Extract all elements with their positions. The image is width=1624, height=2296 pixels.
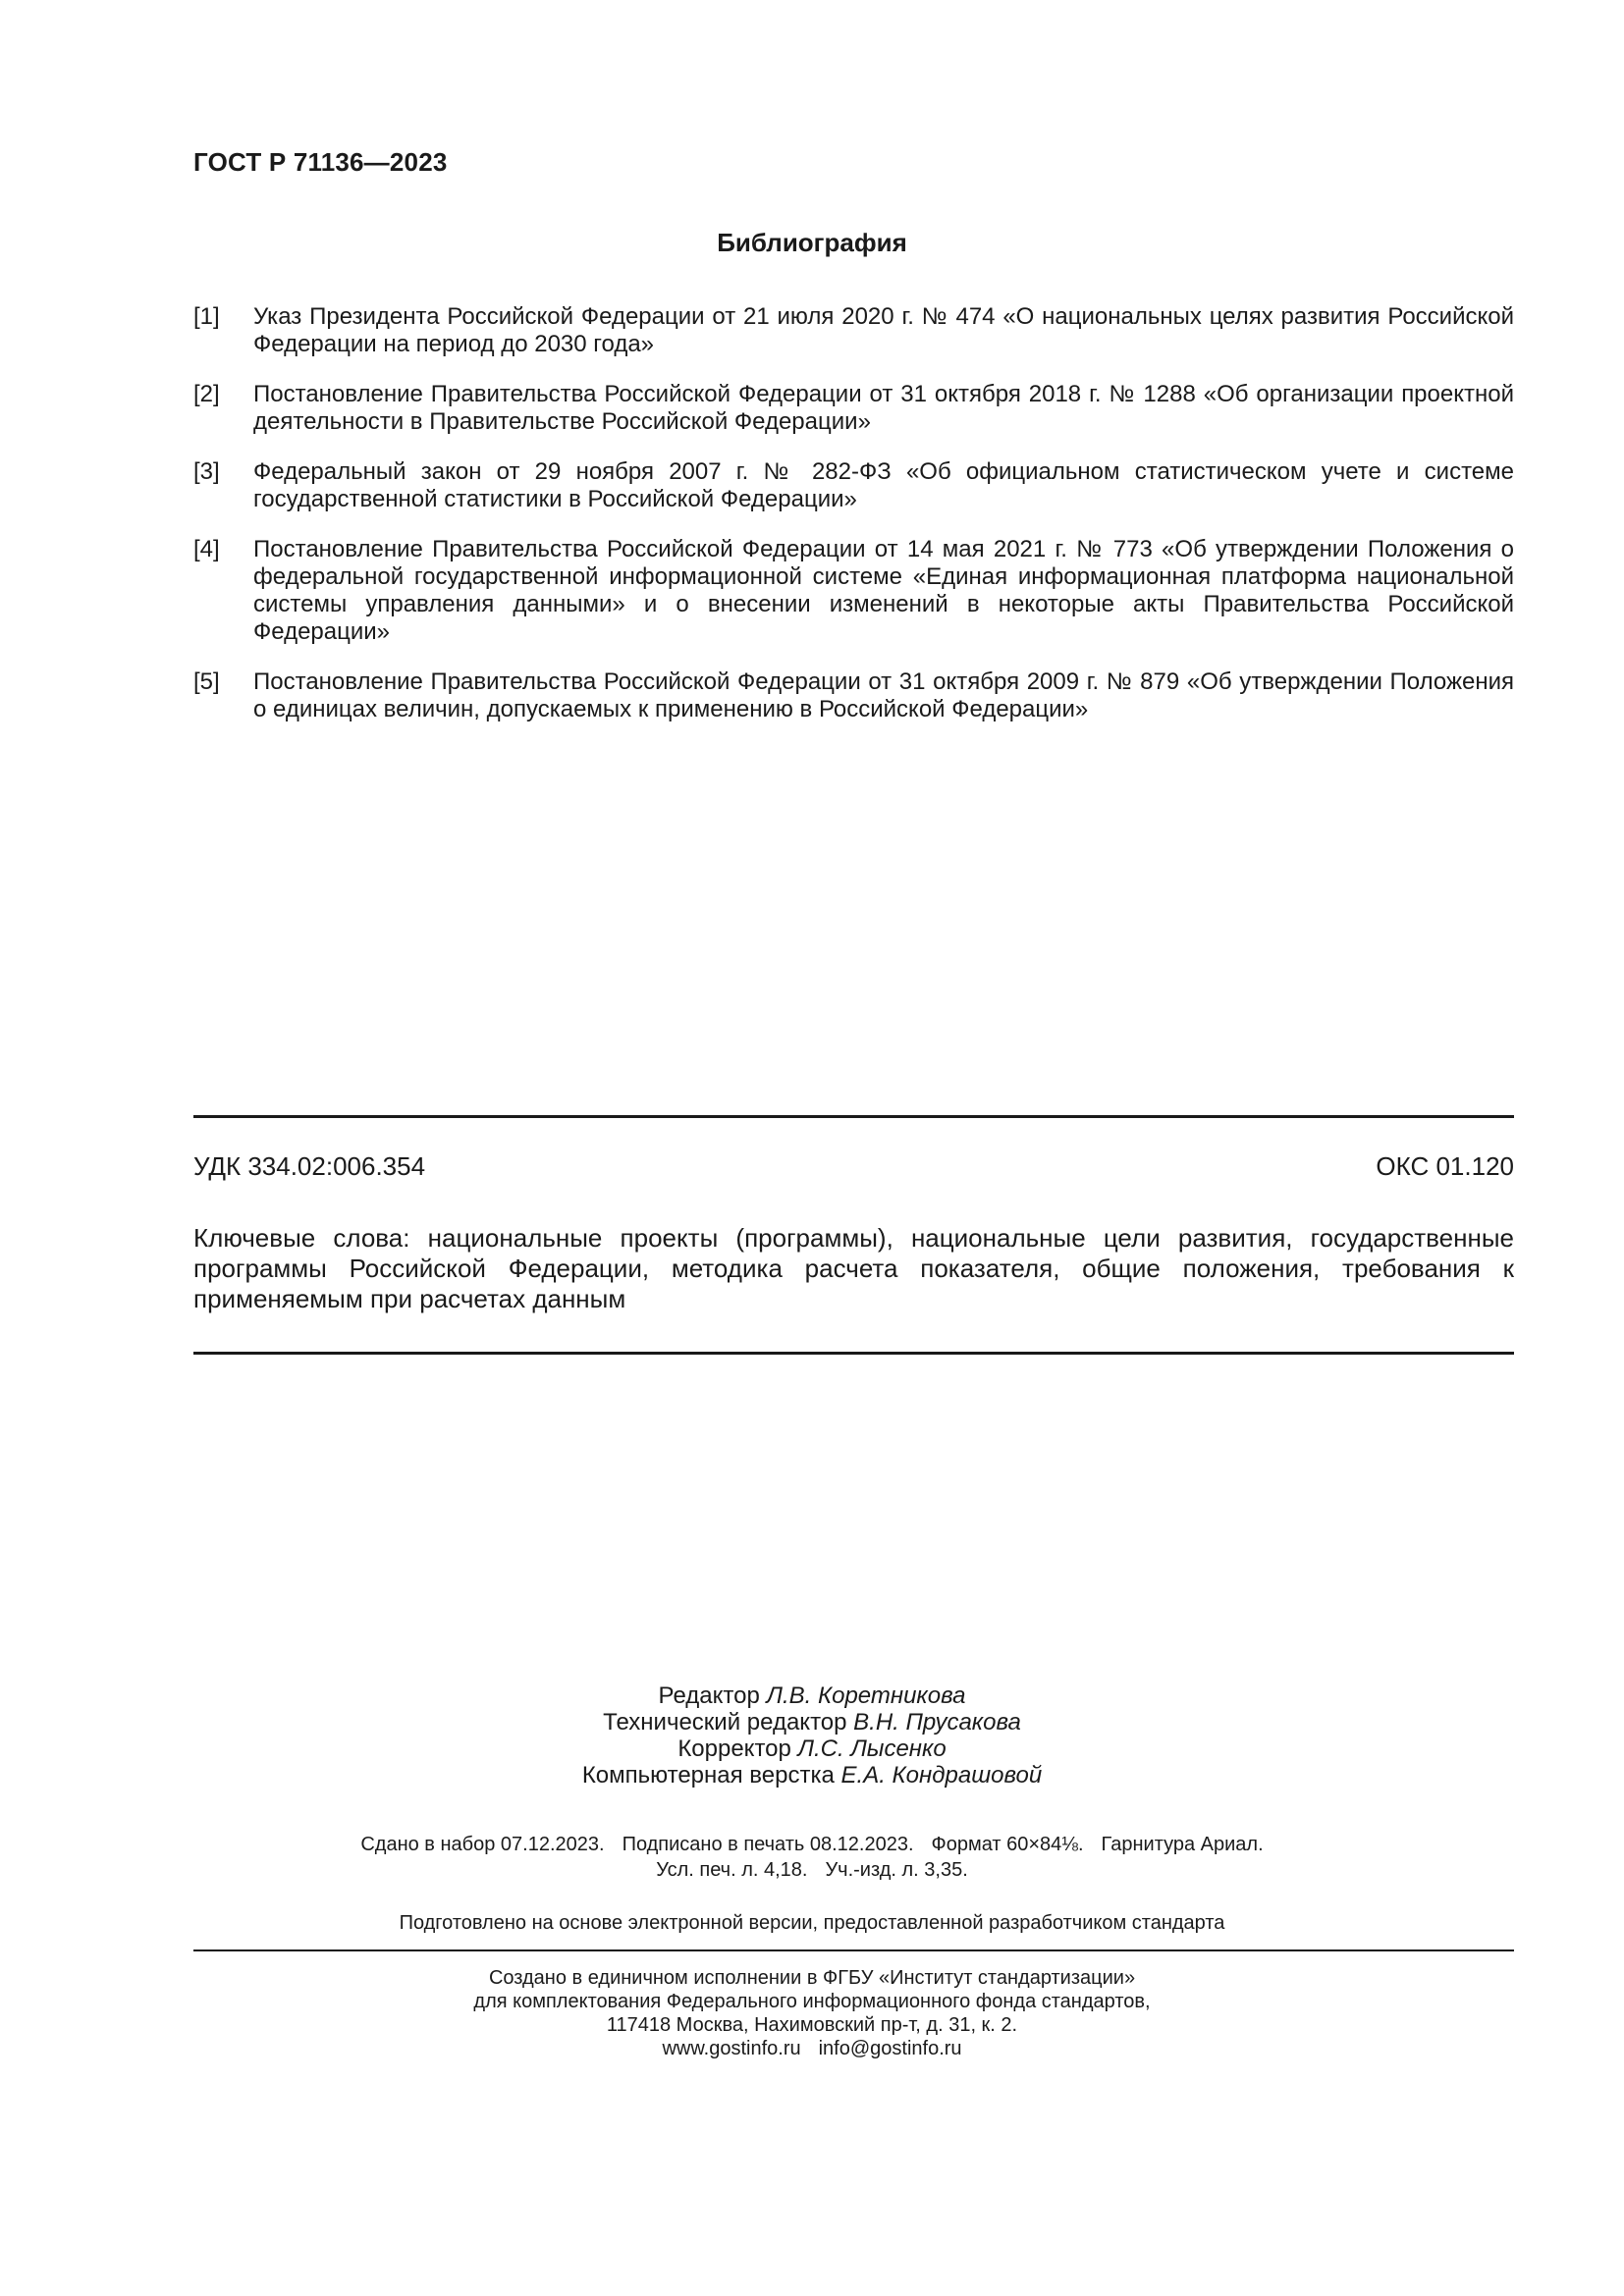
bibliography-item (193, 381, 1514, 436)
created-line: 117418 Москва, Нахимовский пр-т, д. 31, к. 2. (606, 2014, 1018, 2036)
bibliography-item-text: Постановление Правительства Российской Федерации от 31 октября 2009 г. № 879 «Об утверждении Положения о единицах величин, допускаемых к применению в Российской Федерации» (253, 668, 1514, 722)
bibliography-item-number: [5] (193, 668, 220, 695)
credit-line (0, 1762, 1624, 1789)
publisher-sheets: Уч.-изд. л. 3,35. (825, 1859, 968, 1881)
bibliography-item (193, 458, 1514, 513)
bibliography-item-number: [3] (193, 458, 220, 485)
created-line: Создано в единичном исполнении в ФГБУ «Институт стандартизации» (488, 1967, 1136, 1989)
bibliography-title: Библиография (717, 228, 907, 257)
credits-block (0, 1682, 1624, 1789)
credit-name: Л.В. Коретникова (766, 1682, 966, 1709)
paper-format: Формат 60×84⅛. (931, 1834, 1084, 1855)
credit-role: Компьютерная верстка (581, 1762, 835, 1789)
created-line: для комплектования Федерального информационного фонда стандартов, (473, 1991, 1151, 2012)
bibliography-item-text: Постановление Правительства Российской Федерации от 14 мая 2021 г. № 773 «Об утверждении Положения о федеральной государственной информационной системе «Единая информационная платформа национальной системы управления данными» и о внесении изменений в некоторые акты Правительства Российской Федерации» (253, 536, 1514, 645)
bibliography-item-text: Указ Президента Российской Федерации от 21 июля 2020 г. № 474 «О национальных целях развития Российской Федерации на период до 2030 года» (253, 303, 1514, 357)
credit-line (0, 1682, 1624, 1709)
website-link[interactable]: www.gostinfo.ru (662, 2038, 801, 2059)
print-sheets: Усл. печ. л. 4,18. (656, 1859, 808, 1881)
print-info-line (0, 1857, 1624, 1883)
bibliography-list (193, 303, 1514, 746)
contact-line (0, 2037, 1624, 2060)
print-info-line (0, 1832, 1624, 1857)
bibliography-item (193, 303, 1514, 358)
credit-name: Л.С. Лысенко (797, 1735, 947, 1762)
prepared-note: Подготовлено на основе электронной версии, предоставленной разработчиком стандарта (399, 1912, 1225, 1934)
credit-role: Технический редактор (603, 1709, 847, 1735)
credit-line (0, 1709, 1624, 1735)
divider-top (193, 1115, 1514, 1118)
email-link[interactable]: info@gostinfo.ru (818, 2038, 962, 2059)
print-info (0, 1832, 1624, 1883)
classification-codes (193, 1151, 1514, 1182)
udk-code: УДК 334.02:006.354 (193, 1151, 426, 1181)
bibliography-item (193, 668, 1514, 723)
submitted-date: Сдано в набор 07.12.2023. (360, 1834, 605, 1855)
created-block (0, 1966, 1624, 2060)
divider-middle (193, 1352, 1514, 1355)
credit-name: В.Н. Прусакова (853, 1709, 1021, 1735)
credit-role: Корректор (677, 1735, 791, 1762)
bibliography-item-number: [4] (193, 536, 220, 562)
credit-line (0, 1735, 1624, 1762)
document-code: ГОСТ Р 71136—2023 (193, 147, 448, 177)
keywords: Ключевые слова: национальные проекты (программы), национальные цели развития, государственные программы Российской Федерации, методика расчета показателя, общие положения, требования к применяемым при расчетах данным (193, 1223, 1514, 1313)
typeface: Гарнитура Ариал. (1101, 1834, 1264, 1855)
bibliography-item-number: [1] (193, 303, 220, 330)
credit-role: Редактор (658, 1682, 760, 1709)
bibliography-item-text: Постановление Правительства Российской Федерации от 31 октября 2018 г. № 1288 «Об организации проектной деятельности в Правительстве Российской Федерации» (253, 381, 1514, 435)
credit-name: Е.А. Кондрашовой (840, 1762, 1043, 1789)
divider-bottom (193, 1949, 1514, 1951)
bibliography-item (193, 536, 1514, 646)
signed-date: Подписано в печать 08.12.2023. (622, 1834, 914, 1855)
bibliography-item-number: [2] (193, 381, 220, 407)
bibliography-item-text: Федеральный закон от 29 ноября 2007 г. № 282-ФЗ «Об официальном статистическом учете и системе государственной статистики в Российской Федерации» (253, 458, 1514, 512)
oks-code: ОКС 01.120 (1376, 1151, 1514, 1181)
